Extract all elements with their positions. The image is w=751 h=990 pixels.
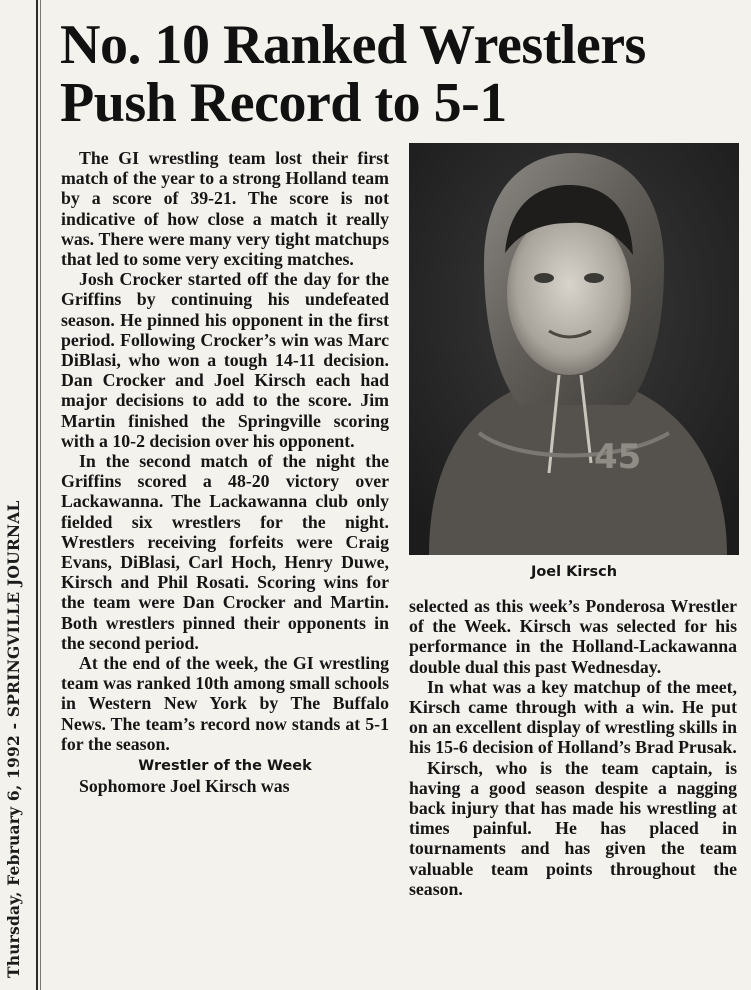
wrestler-portrait-image <box>409 143 739 555</box>
article-paragraph: The GI wrestling team lost their first match of the year to a strong Holland team by a score of 39-21. The score is not indicative of how close a match it really was. There were many very tight matchups that led to some very exciting matches. <box>61 148 389 270</box>
article-column-left <box>61 148 389 796</box>
article-paragraph: At the end of the week, the GI wrestling team was ranked 10th among small schools in Western New York by The Buffalo News. The team’s record now stands at 5-1 for the season. <box>61 653 389 754</box>
photo-caption: Joel Kirsch <box>530 564 618 580</box>
column-rule <box>36 0 38 990</box>
page-date-folio: Thursday, February 6, 1992 - SPRINGVILLE JOURNAL <box>4 500 23 978</box>
article-headline: No. 10 Ranked Wrestlers Push Record to 5-1 <box>60 14 646 134</box>
article-column-right <box>409 596 737 899</box>
article-paragraph: selected as this week’s Ponderosa Wrestler of the Week. Kirsch was selected for his performance in the Holland-Lackawanna double dual this past Wednesday. <box>409 596 737 677</box>
article-paragraph: Kirsch, who is the team captain, is having a good season despite a nagging back injury that has made his wrestling at times painful. He has placed in tournaments and has given the team valuable team points throughout the season. <box>409 757 737 899</box>
column-rule-thin <box>40 0 41 990</box>
wrestler-of-week-subhead: Wrestler of the Week <box>138 758 312 775</box>
article-paragraph: Josh Crocker started off the day for the Griffins by continuing his undefeated season. He pinned his opponent in the first period. Following Crocker’s win was Marc DiBlasi, who won a tough 14-11 decision. Dan Crocker and Joel Kirsch each had major decisions to add to the score. Jim Martin finished the Springville scoring with a 10-2 decision over his opponent. <box>61 269 389 451</box>
article-paragraph: In what was a key matchup of the meet, Kirsch came through with a win. He put on an excellent display of wrestling skills in his 15-6 decision of Holland’s Brad Prusak. <box>409 676 737 758</box>
article-paragraph: In the second match of the night the Griffins scored a 48-20 victory over Lackawanna. The Lackawanna club only fielded six wrestlers for the night. Wrestlers receiving forfeits were Craig Evans, DiBlasi, Carl Hoch, Henry Duwe, Kirsch and Phil Rosati. Scoring wins for the team were Dan Crocker and Martin. Both wrestlers pinned their opponents in the second period. <box>61 451 389 653</box>
sweatshirt-number: 45 <box>594 437 642 477</box>
article-paragraph: Sophomore Joel Kirsch was <box>79 776 290 797</box>
wrestler-photo <box>409 143 739 555</box>
